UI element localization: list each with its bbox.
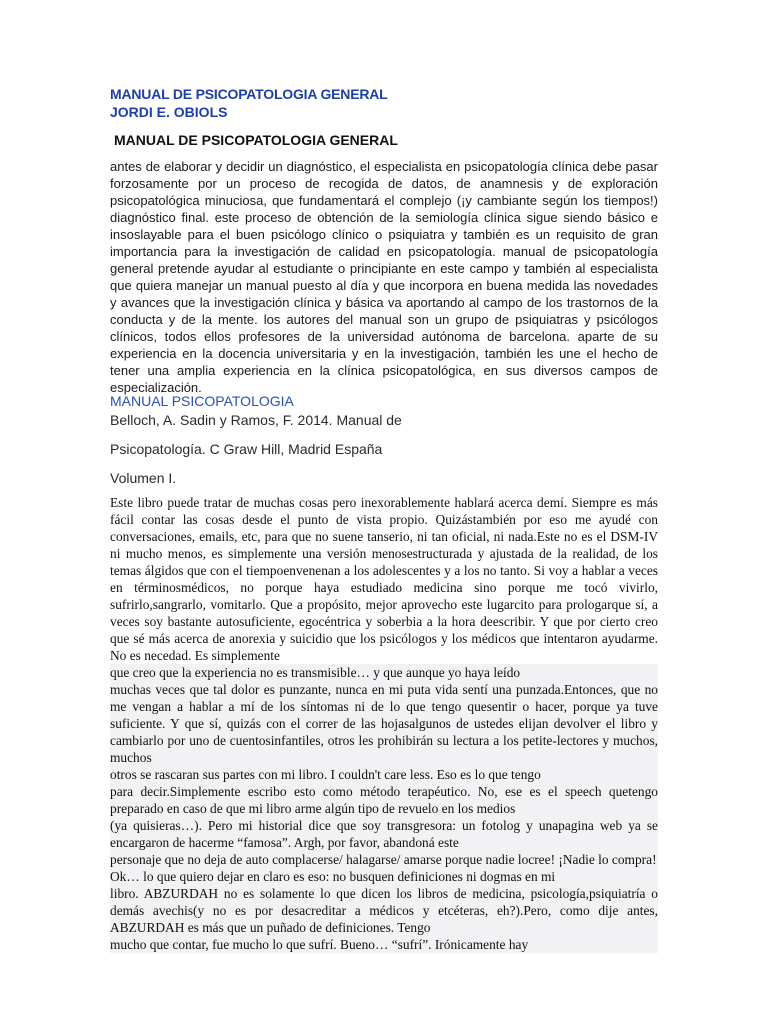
document-header-title: MANUAL DE PSICOPATOLOGIA GENERAL: [110, 86, 388, 102]
reference-line: Belloch, A. Sadin y Ramos, F. 2014. Manual de: [110, 412, 402, 428]
excerpt-line: que creo que la experiencia no es transmisible… y que aunque yo haya leído: [110, 665, 521, 680]
excerpt-line: para decir.Simplemente escribo esto como método terapéutico. No, ese es el speech quetengo preparado en caso de que mi libro arme algún tipo de revuelo en los medios: [110, 784, 658, 816]
reference-title: MANUAL PSICOPATOLOGIA: [110, 393, 294, 409]
excerpt-line: libro. ABZURDAH no es solamente lo que dicen los libros de medicina, psicología,psiquiatría o demás avechis(y no es por desacreditar a médicos y etcéteras, eh?).Pero, como dije antes, ABZURDAH es más que un puñado de definiciones. Tengo: [110, 886, 658, 935]
intro-paragraph: antes de elaborar y decidir un diagnóstico, el especialista en psicopatología clínica debe pasar forzosamente por un proceso de recogida de datos, de anamnesis y de exploración psicopatológica minuciosa, que fundamentará el complejo (¡y cambiante según los tiempos!) diagnóstico final. este proceso de obtención de la semiología clínica sigue siendo básico e insoslayable para el buen psicólogo clínico o psiquiatra y también es un requisito de gran importancia para la investigación de calidad en psicopatología. manual de psicopatología general pretende ayudar al estudiante o principiante en este campo y también al especialista que quiera manejar un manual puesto al día y que incorpora en buena medida las novedades y avances que la investigación clínica y básica va aportando al campo de los trastornos de la conducta y de la mente. los autores del manual son un grupo de psiquiatras y psicólogos clínicos, todos ellos profesores de la universidad autónoma de barcelona. aparte de su experiencia en la docencia universitaria y en la investigación, también les une el hecho de tener una amplia experiencia en la clínica psicopatológica, en sus diversos campos de especialización.: [110, 159, 658, 395]
reference-volume: Volumen I.: [110, 470, 177, 486]
excerpt-line: otros se rascaran sus partes con mi libro. I couldn't care less. Eso es lo que tengo: [110, 767, 541, 782]
excerpt-line: Ok… lo que quiero dejar en claro es eso: no busquen definiciones ni dogmas en mi: [110, 869, 556, 884]
book-excerpt: [110, 494, 658, 953]
excerpt-line: mucho que contar, fue mucho lo que sufrí. Bueno… “sufrí”. Irónicamente hay: [110, 937, 529, 952]
excerpt-line: muchas veces que tal dolor es punzante, nunca en mi puta vida sentí una punzada.Entonces, que no me vengan a hablar a mí de los síntomas ni de lo que tengo quesentir o hacer, porque ya tuve suficiente. Y que sí, quizás con el correr de las hojasalgunos de ustedes elijan devolver el libro y cambiarlo por uno de cuentosinfantiles, otros les prohibirán su lectura a los petite-lectores y muchos, muchos: [110, 682, 658, 765]
reference-line: Psicopatología. C Graw Hill, Madrid España: [110, 441, 383, 457]
document-header-author: JORDI E. OBIOLS: [110, 104, 228, 120]
excerpt-line: personaje que no deja de auto complacerse/ halagarse/ amarse porque nadie locree! ¡Nadie lo compra!: [110, 852, 657, 867]
excerpt-shaded-block: [110, 664, 658, 953]
excerpt-line: (ya quisieras…). Pero mi historial dice que soy transgresora: un fotolog y unapagina web ya se encargaron de hacerme “famosa”. Argh, por favor, abandoná este: [110, 818, 658, 850]
section-title: MANUAL DE PSICOPATOLOGIA GENERAL: [114, 132, 398, 148]
excerpt-paragraph: Este libro puede tratar de muchas cosas pero inexorablemente hablará acerca demí. Siempre es más fácil contar las cosas desde el punto de vista propio. Quizástambién por eso me ayudé con conversaciones, emails, etc, para que no suene tanserio, ni tan oficial, ni nada.Este no es el DSM-IV ni mucho menos, es simplemente una versión menosestructurada y ajustada de la realidad, de los temas álgidos que con el tiempoenvenenan a los adolescentes y a los no tanto. Si voy a hablar a veces en términosmédicos, no porque haya estudiado medicina sino porque me tocó vivirlo, sufrirlo,sangrarlo, vomitarlo. Que a propósito, mejor aprovecho este lugarcito para prologarque sí, a veces soy bastante autosuficiente, egocéntrica y soberbia a la hora deescribir. Y que por cierto creo que sé más acerca de anorexia y suicidio que los psicólogos y los médicos que intentaron ayudarme. No es necedad. Es simplemente: [110, 495, 658, 663]
